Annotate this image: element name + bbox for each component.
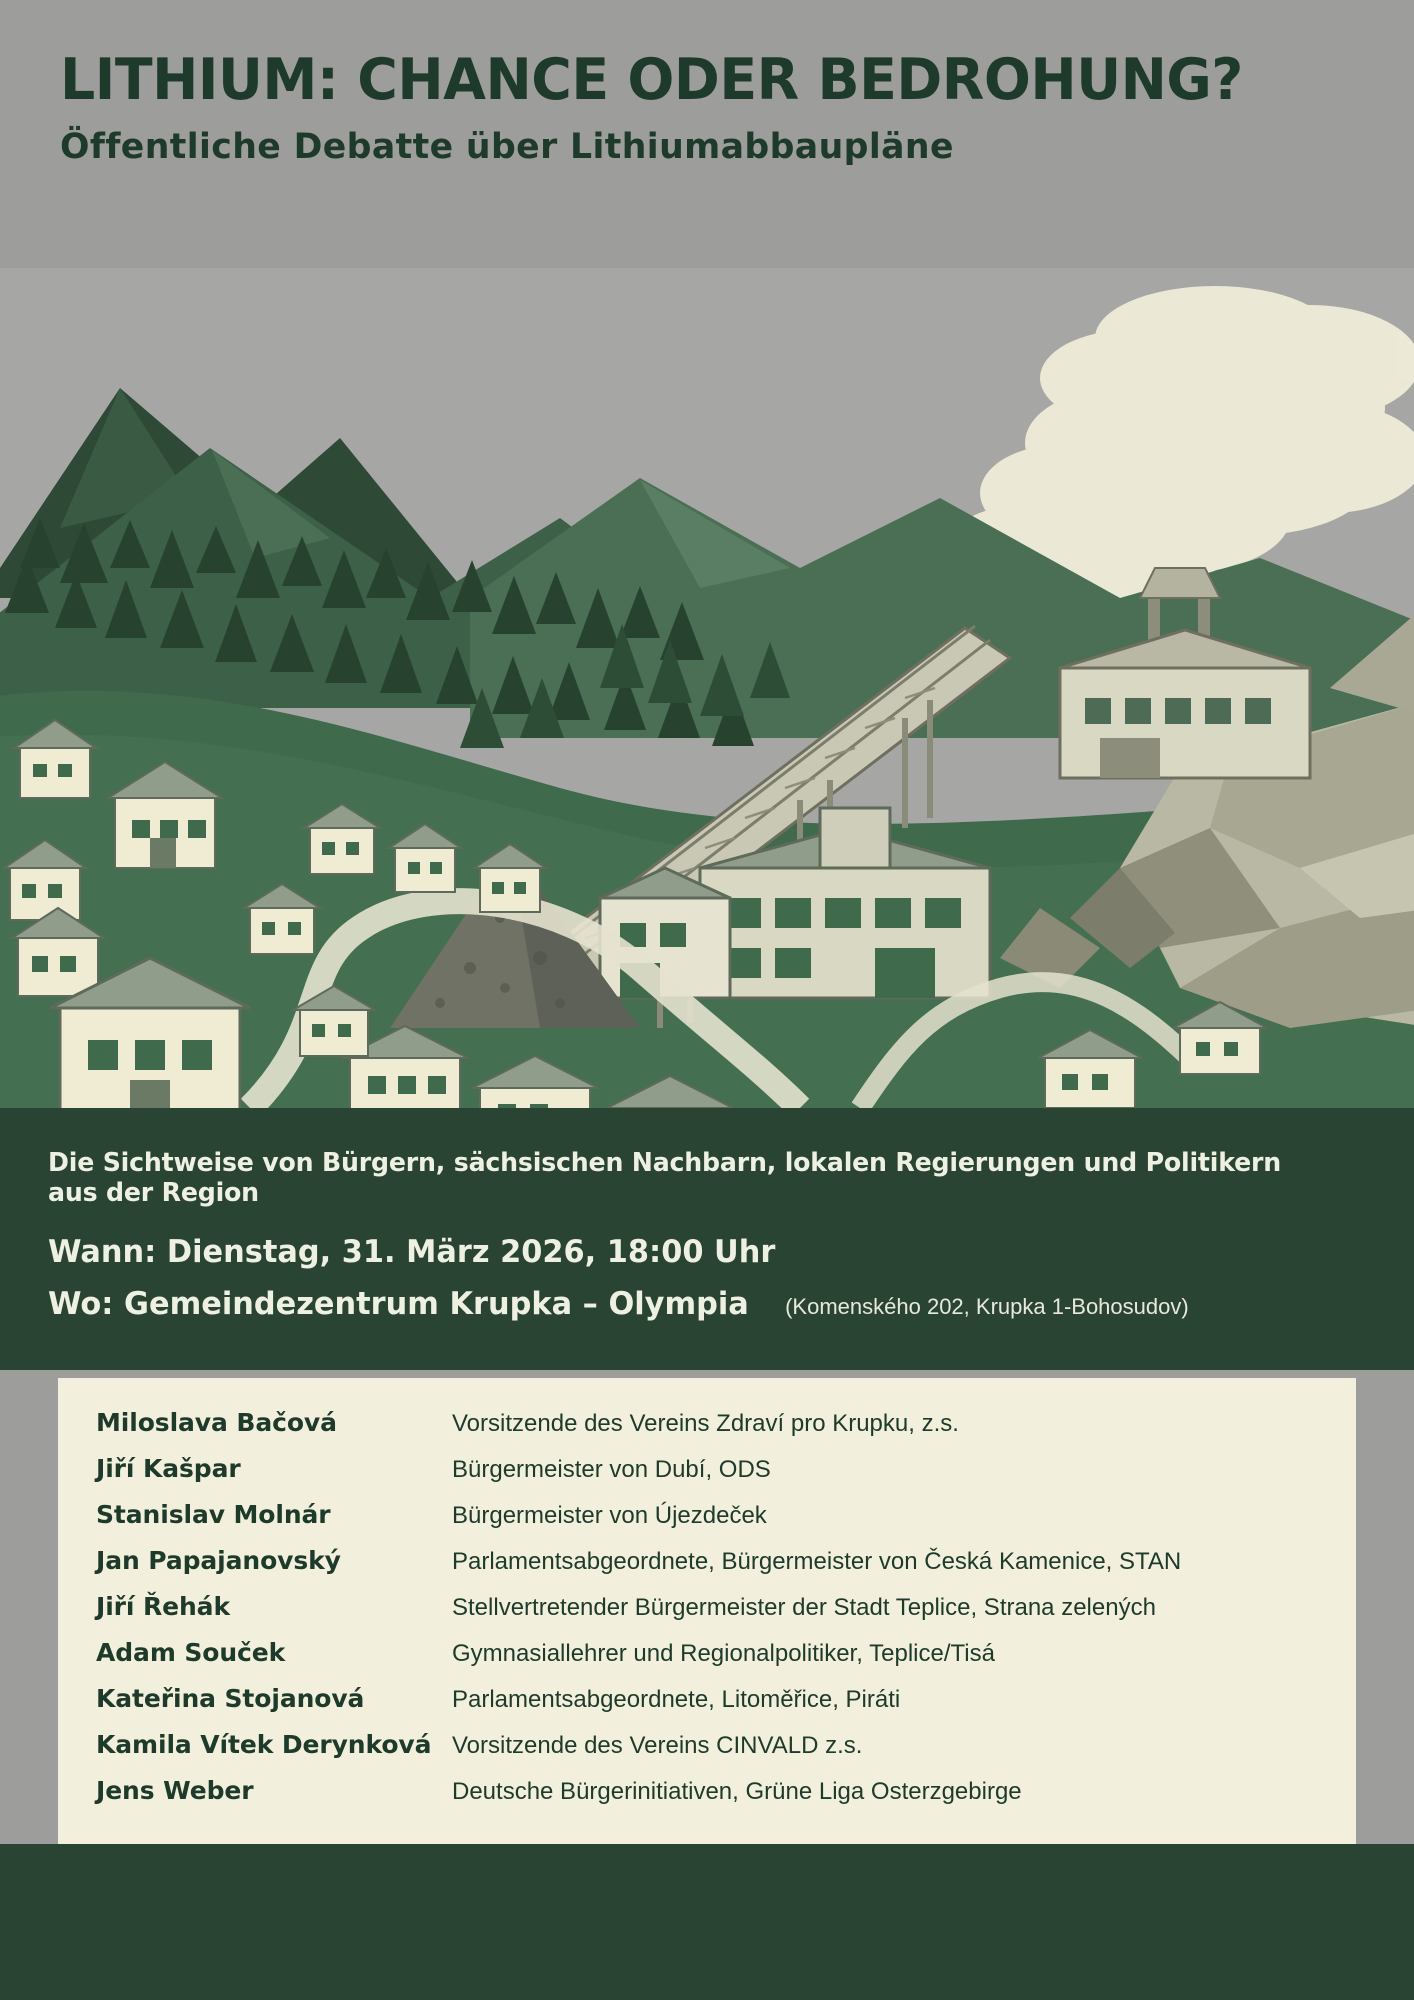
poster-footer — [0, 1844, 1414, 2000]
event-perspective-text: Die Sichtweise von Bürgern, sächsischen Nachbarn, lokalen Regierungen und Politikern aus der Region — [48, 1148, 1282, 1208]
poster-header — [0, 0, 1414, 268]
list-item — [58, 1730, 1356, 1776]
page-subtitle: Öffentliche Debatte über Lithiumabbaupläne — [60, 127, 954, 167]
list-item — [58, 1638, 1356, 1684]
list-item — [58, 1776, 1356, 1822]
speaker-role: Bürgermeister von Újezdeček — [452, 1502, 767, 1529]
speaker-name: Jiří Řehák — [96, 1592, 230, 1621]
speaker-name: Jan Papajanovský — [96, 1546, 341, 1575]
speaker-name: Adam Souček — [96, 1638, 286, 1667]
speaker-name: Jiří Kašpar — [96, 1454, 241, 1483]
list-item — [58, 1408, 1356, 1454]
event-address-text: (Komenského 202, Krupka 1-Bohosudov) — [785, 1294, 1189, 1319]
list-item — [58, 1592, 1356, 1638]
speaker-role: Stellvertretender Bürgermeister der Stadt Teplice, Strana zelených — [452, 1594, 1156, 1621]
list-item — [58, 1500, 1356, 1546]
landscape-svg — [0, 268, 1414, 1108]
speaker-role: Vorsitzende des Vereins Zdraví pro Krupku, z.s. — [452, 1410, 959, 1437]
speaker-name: Jens Weber — [96, 1776, 254, 1805]
event-where-text: Wo: Gemeindezentrum Krupka – Olympia — [48, 1286, 749, 1322]
speaker-name: Kamila Vítek Derynková — [96, 1730, 432, 1759]
speaker-role: Bürgermeister von Dubí, ODS — [452, 1456, 771, 1483]
speaker-role: Parlamentsabgeordnete, Litoměřice, Piráti — [452, 1686, 901, 1713]
speaker-name: Miloslava Bačová — [96, 1408, 337, 1437]
list-item — [58, 1454, 1356, 1500]
speaker-role: Vorsitzende des Vereins CINVALD z.s. — [452, 1732, 863, 1759]
speaker-role: Gymnasiallehrer und Regionalpolitiker, Teplice/Tisá — [452, 1640, 995, 1667]
mining-landscape-illustration — [0, 268, 1414, 1108]
event-info-band — [0, 1108, 1414, 1370]
list-item — [58, 1684, 1356, 1730]
page-title: LITHIUM: CHANCE ODER BEDROHUNG? — [60, 47, 1243, 113]
speakers-panel — [58, 1378, 1356, 1844]
speaker-name: Kateřina Stojanová — [96, 1684, 365, 1713]
speaker-role: Deutsche Bürgerinitiativen, Grüne Liga Osterzgebirge — [452, 1778, 1022, 1805]
event-when-text: Wann: Dienstag, 31. März 2026, 18:00 Uhr — [48, 1234, 776, 1270]
event-where-row — [48, 1286, 1366, 1322]
speaker-name: Stanislav Molnár — [96, 1500, 331, 1529]
list-item — [58, 1546, 1356, 1592]
speaker-role: Parlamentsabgeordnete, Bürgermeister von Česká Kamenice, STAN — [452, 1548, 1182, 1575]
